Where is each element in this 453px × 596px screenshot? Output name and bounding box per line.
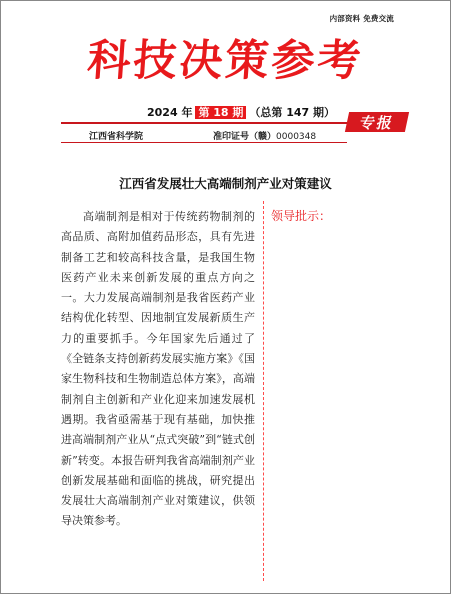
header-rule-thick <box>61 122 347 124</box>
issue-year: 2024 年 <box>147 106 193 119</box>
issue-total: （总第 147 期） <box>249 106 336 119</box>
masthead-title: 科技决策参考 <box>85 36 366 86</box>
report-title: 江西省发展壮大高端制剂产业对策建议 <box>119 176 332 191</box>
issue-line <box>147 104 335 120</box>
permit-code: 0000348 <box>276 132 317 142</box>
permit-label: 准印证号（赣） <box>213 132 277 142</box>
issue-number: 第 18 期 <box>195 106 246 119</box>
publisher: 江西省科学院 <box>89 132 144 142</box>
column-divider <box>263 201 264 581</box>
leader-comment-label: 领导批示： <box>271 209 332 223</box>
distribution-note: 内部资料 免费交流 <box>329 14 394 23</box>
body-paragraph: 高端制剂是相对于传统药物制剂的高品质、高附加值药品形态，具有先进制备工艺和较高科技含量，是我国生物医药产业未来创新发展的重点方向之一。大力发展高端制剂是我省医药产业结构优化转型、因地制宜发展新质生产力的重要抓手。今年国家先后通过了《全链条支持创新药发展实施方案》《国家生物科技和生物制造总体方案》，高端制剂自主创新和产业化迎来加速发展机遇期。我省亟需基于现有基础，加快推进高端制剂产业从“点式突破”到“链式创新”转变。本报告研判我省高端制剂产业创新发展基础和面临的挑战，研究提出发展壮大高端制剂产业对策建议，供领导决策参考。 <box>61 210 255 528</box>
header-rule-thin <box>61 142 347 143</box>
permit-line <box>213 129 316 142</box>
special-report-badge: 专报 <box>345 112 409 132</box>
